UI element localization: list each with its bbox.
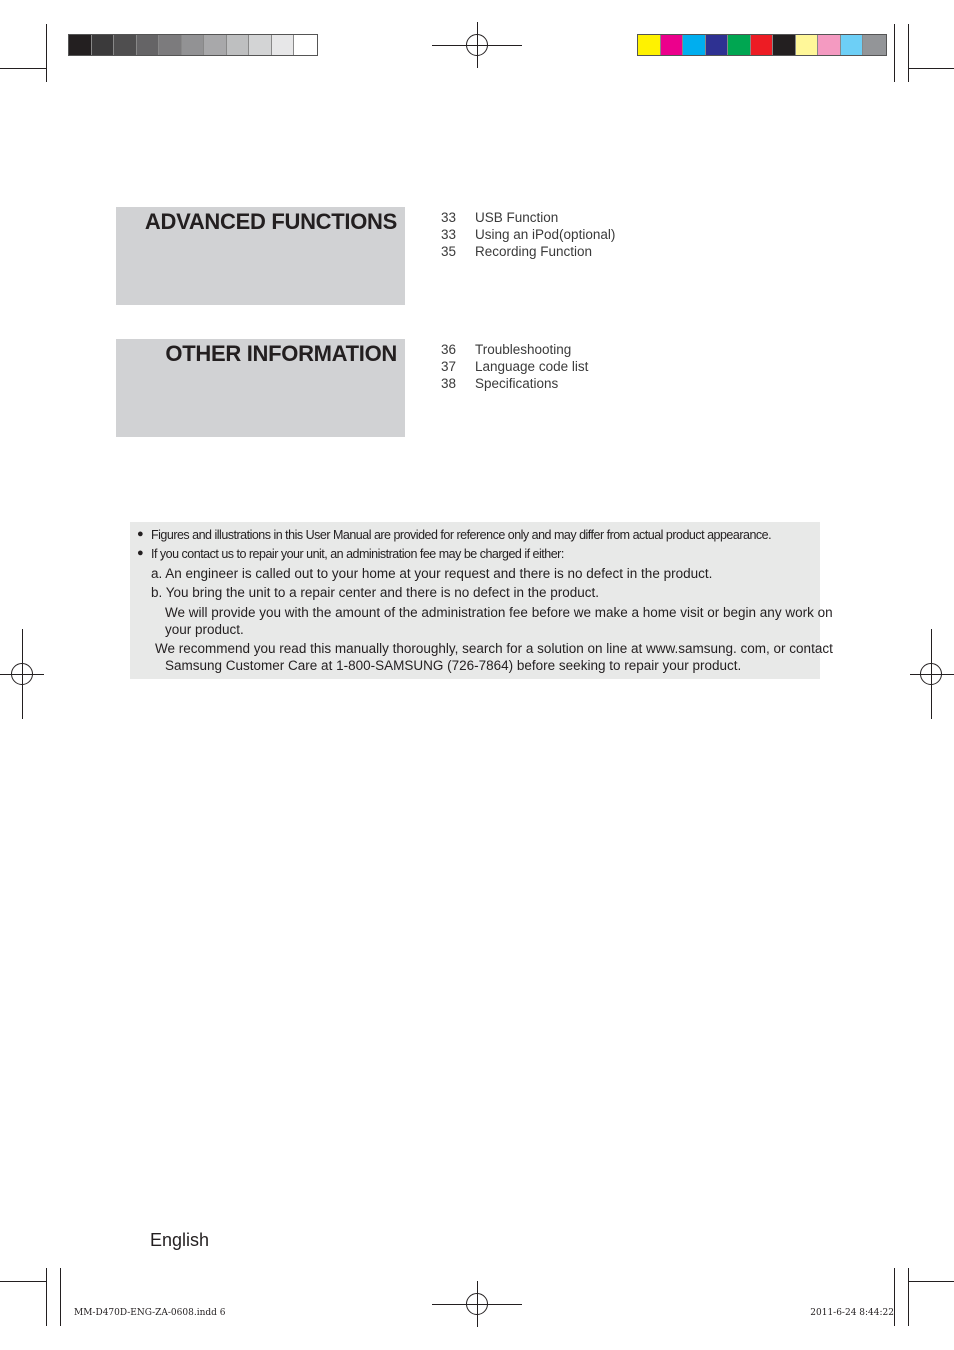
color-swatch [69,35,92,55]
toc-page-number: 33 [441,210,457,225]
toc-page-number: 35 [441,244,457,259]
bullet-icon: ● [137,547,144,559]
print-timestamp: 2011-6-24 8:44:22 [810,1308,894,1318]
section-other-information [116,339,405,437]
color-swatch [92,35,115,55]
color-swatch [204,35,227,55]
notice-item-a: a. An engineer is called out to your home at your request and there is no defect in the product. [151,566,713,581]
color-swatch [728,35,751,55]
notice-box [130,522,833,679]
toc-label: Specifications [475,376,559,391]
color-swatch [159,35,182,55]
color-swatch [294,35,317,55]
file-slug: MM-D470D-ENG-ZA-0608.indd 6 [74,1308,226,1318]
color-swatch [818,35,841,55]
section-title: OTHER INFORMATION [165,341,397,366]
color-swatch [863,35,886,55]
color-swatch [773,35,796,55]
toc-label: Recording Function [475,244,593,259]
color-swatch [683,35,706,55]
notice-bullet-2: If you contact us to repair your unit, an administration fee may be charged if either: [151,547,564,561]
notice-bullet-1: Figures and illustrations in this User Manual are provided for reference only and may differ from actual product appearance. [151,528,772,542]
process-color-bar [637,34,887,56]
color-swatch [182,35,205,55]
toc-page-number: 36 [441,342,457,357]
color-swatch [249,35,272,55]
notice-fee-line-2: your product. [165,622,244,637]
toc-list-other-information [441,341,588,392]
toc-page-number: 33 [441,227,457,242]
footer-language: English [150,1230,210,1250]
notice-item-b: b. You bring the unit to a repair center and there is no defect in the product. [151,585,600,600]
toc-label: Troubleshooting [475,342,572,357]
color-swatch [706,35,729,55]
color-swatch [796,35,819,55]
bullet-icon: ● [137,528,144,540]
toc-item[interactable] [441,375,588,392]
color-swatch [137,35,160,55]
toc-page-number: 38 [441,376,457,391]
color-swatch [227,35,250,55]
toc-item[interactable] [441,341,588,358]
toc-item[interactable] [441,358,588,375]
color-swatch [114,35,137,55]
toc-label: Language code list [475,359,589,374]
notice-fee-line-1: We will provide you with the amount of the administration fee before we make a home visit or begin any work on [165,605,833,620]
notice-recommend-line-2: Samsung Customer Care at 1-800-SAMSUNG (726-7864) before seeking to repair your product. [165,658,742,673]
color-swatch [272,35,295,55]
toc-item[interactable] [441,209,615,226]
color-swatch [638,35,661,55]
grayscale-color-bar [68,34,318,56]
toc-page-number: 37 [441,359,457,374]
section-title: ADVANCED FUNCTIONS [144,209,397,234]
toc-label: USB Function [475,210,559,225]
notice-recommend-line-1: We recommend you read this manually thoroughly, search for a solution on line at www.samsung. com, or contact [155,641,833,656]
color-swatch [661,35,684,55]
toc-label: Using an iPod(optional) [475,227,616,242]
color-swatch [841,35,864,55]
section-advanced-functions [116,207,405,305]
toc-item[interactable] [441,226,615,243]
toc-list-advanced-functions [441,209,615,260]
toc-item[interactable] [441,243,615,260]
color-swatch [751,35,774,55]
